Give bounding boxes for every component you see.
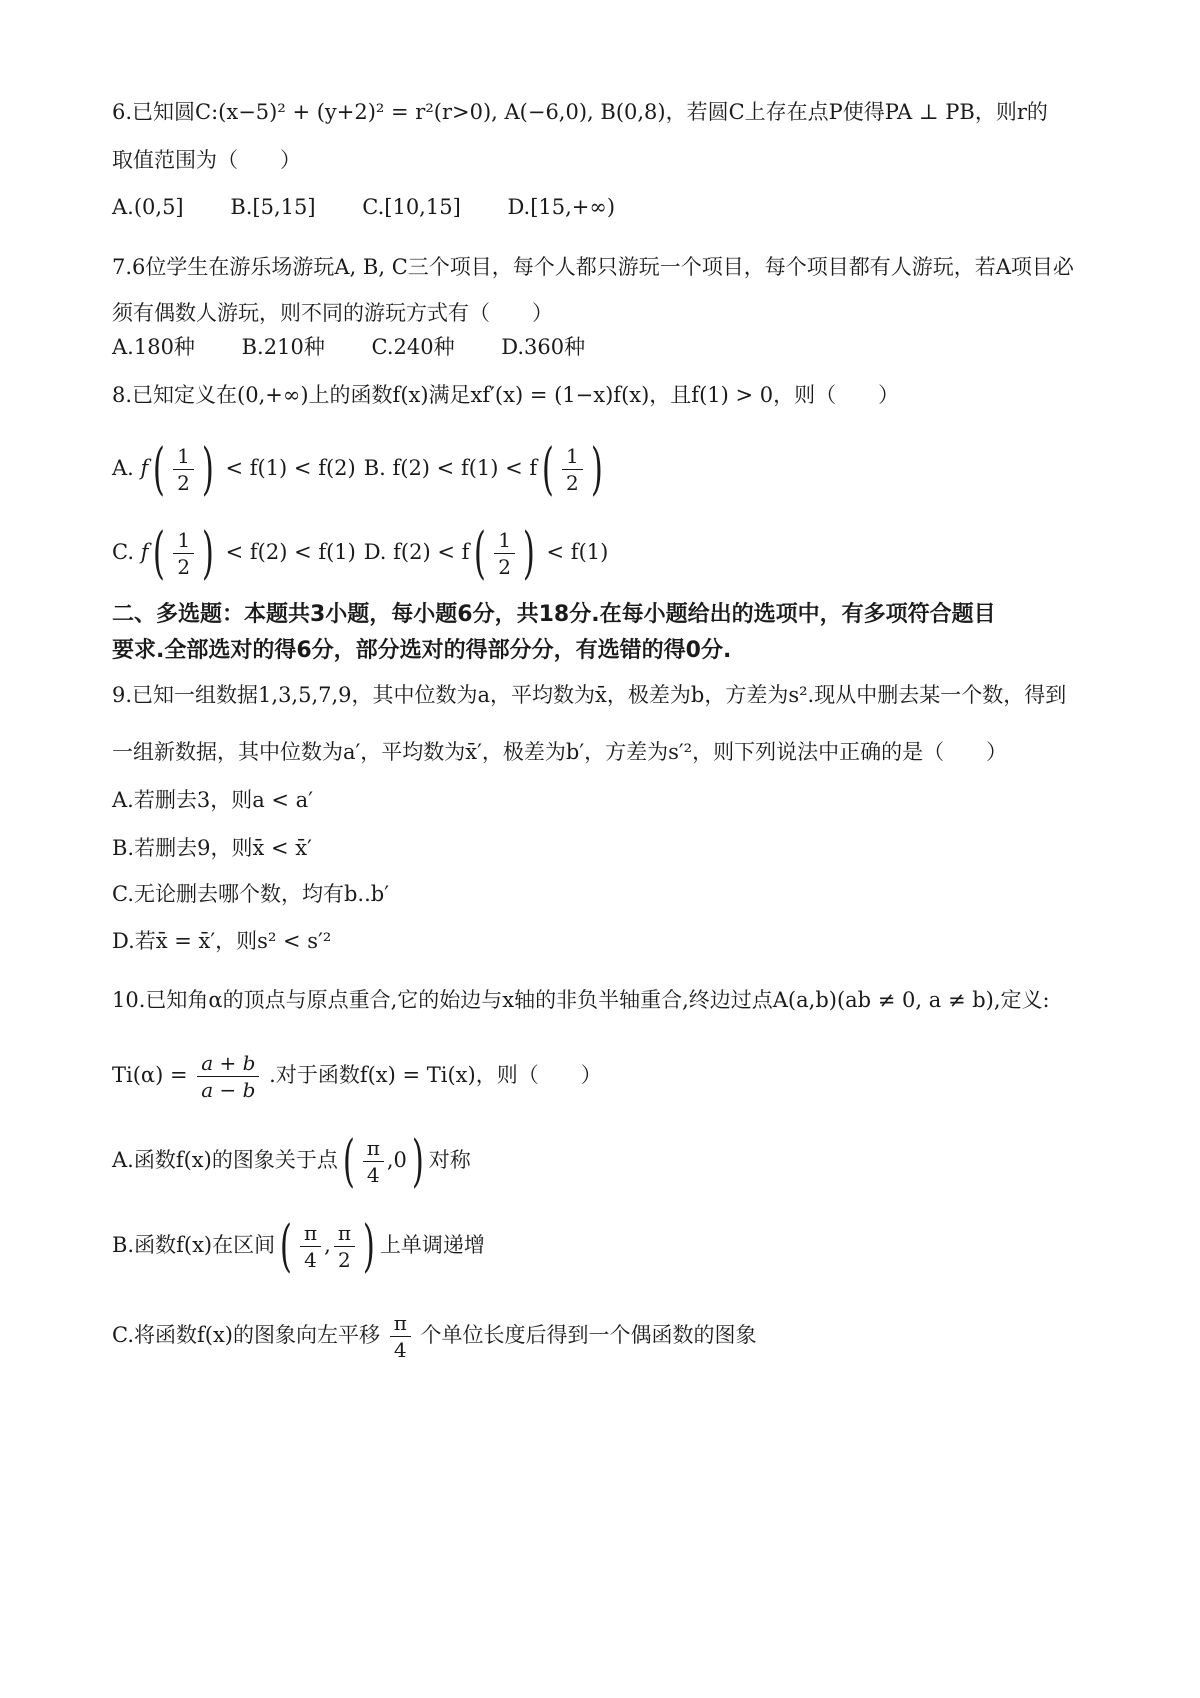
- q10-option-c: C.将函数f(x)的图象向左平移 $\frac{\pi}{4}$ 个单位长度后得到一个偶函数的图象: [112, 1311, 757, 1362]
- q6-options: [112, 192, 1100, 222]
- q9-stem-line2: 一组新数据，其中位数为a′，平均数为x̄′，极差为b′，方差为s′²，则下列说法中正确的是（ ）: [112, 740, 1008, 764]
- q10-definition: Ti(α) = $\frac{a + b}{a - b}$ .对于函数f(x) = Ti(x)，则（ ）: [112, 1051, 602, 1102]
- q10-option-a: A.函数f(x)的图象关于点( $\frac{\pi}{4}$ ,0) 对称: [112, 1128, 471, 1194]
- q7-options: [112, 332, 1100, 362]
- q6-option-a: A.(0,5]: [112, 195, 184, 219]
- fraction: $\frac{\pi}{2}$: [334, 1220, 355, 1273]
- section2-heading-line2: 要求.全部选对的得6分，部分选对的得部分分，有选错的得0分.: [112, 638, 732, 663]
- q8-options-ab: [112, 436, 1100, 502]
- q8-options-cd: [112, 520, 1100, 586]
- fraction: $\frac{1}{2}$: [173, 527, 194, 580]
- q8-option-b: B. f(2) < f(1) < f( $\frac{1}{2}$ ): [363, 436, 603, 502]
- q7-stem-line1: 7.6位学生在游乐场游玩A, B, C三个项目，每个人都只游玩一个项目，每个项目都有人游玩，若A项目必: [112, 255, 1074, 279]
- fraction: $\frac{\pi}{4}$: [363, 1135, 384, 1188]
- q7-option-b: B.210种: [241, 335, 325, 359]
- q6-option-c: C.[10,15]: [362, 195, 461, 219]
- q10-stem-line1: 10.已知角α的顶点与原点重合,它的始边与x轴的非负半轴重合,终边过点A(a,b)(ab ≠ 0, a ≠ b),定义:: [112, 988, 1050, 1012]
- fraction: $\frac{a + b}{a - b}$: [197, 1050, 259, 1103]
- q8-stem: 8.已知定义在(0,+∞)上的函数f(x)满足xf′(x) = (1−x)f(x)，且f(1) > 0，则（ ）: [112, 383, 900, 407]
- q9-stem-line1: 9.已知一组数据1,3,5,7,9，其中位数为a，平均数为x̄，极差为b，方差为s².现从中删去某一个数，得到: [112, 683, 1067, 707]
- fraction: $\frac{\pi}{4}$: [300, 1220, 321, 1273]
- fraction: $\frac{1}{2}$: [173, 443, 194, 496]
- q6-stem-line2: 取值范围为（ ）: [112, 148, 301, 172]
- q7-option-c: C.240种: [371, 335, 455, 359]
- q7-option-d: D.360种: [501, 335, 586, 359]
- fraction: $\frac{1}{2}$: [494, 527, 515, 580]
- q9-option-a: A.若删去3，则a < a′: [112, 788, 313, 812]
- q7-stem-line2: 须有偶数人游玩，则不同的游玩方式有（ ）: [112, 301, 553, 325]
- q8-option-c: C. f( $\frac{1}{2}$ ) < f(2) < f(1): [112, 520, 356, 586]
- q6-option-b: B.[5,15]: [230, 195, 316, 219]
- fraction: $\frac{1}{2}$: [562, 443, 583, 496]
- q10-option-b: B.函数f(x)在区间( $\frac{\pi}{4}$ , $\frac{\pi}{2}$ ) 上单调递增: [112, 1213, 485, 1279]
- fraction: $\frac{\pi}{4}$: [390, 1310, 411, 1363]
- q9-option-b: B.若删去9，则x̄ < x̄′: [112, 836, 312, 860]
- q8-option-d: D. f(2) < f( $\frac{1}{2}$ ) < f(1): [363, 520, 609, 586]
- q8-option-a: A. f( $\frac{1}{2}$ ) < f(1) < f(2): [112, 436, 356, 502]
- section2-heading-line1: 二、多选题：本题共3小题，每小题6分，共18分.在每小题给出的选项中，有多项符合题目: [112, 602, 996, 627]
- q7-option-a: A.180种: [112, 335, 195, 359]
- q9-option-c: C.无论删去哪个数，均有b..b′: [112, 882, 389, 906]
- q6-option-d: D.[15,+∞): [507, 195, 616, 219]
- q9-option-d: D.若x̄ = x̄′，则s² < s′²: [112, 929, 332, 953]
- q6-stem-line1: 6.已知圆C:(x−5)² + (y+2)² = r²(r>0), A(−6,0), B(0,8)，若圆C上存在点P使得PA ⊥ PB，则r的: [112, 100, 1048, 124]
